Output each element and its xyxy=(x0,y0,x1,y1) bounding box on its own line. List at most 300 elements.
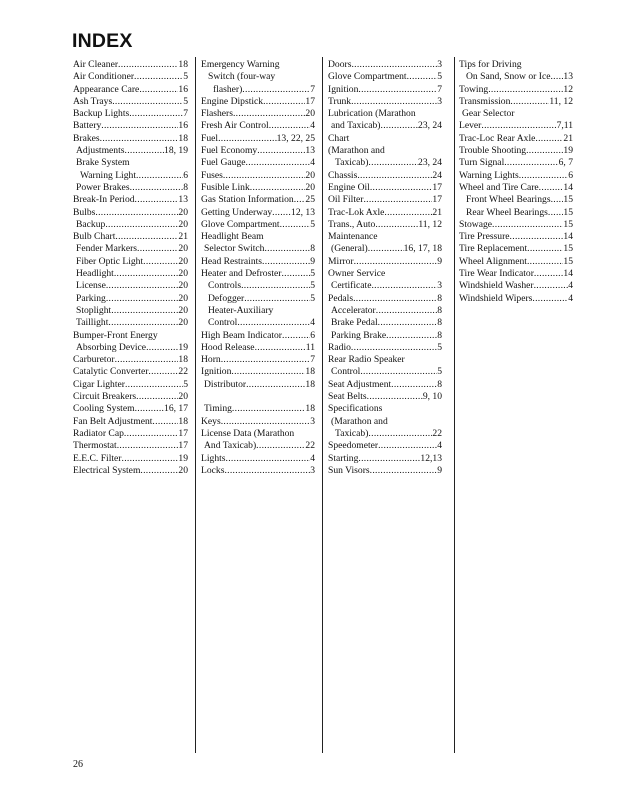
entry-label: Backup xyxy=(76,218,106,230)
dot-leader xyxy=(264,243,310,255)
entry-label: On Sand, Snow or Ice xyxy=(466,71,551,83)
entry-label: Glove Compartment xyxy=(201,218,280,230)
dot-leader xyxy=(100,133,179,145)
entry-label: Backup Lights xyxy=(73,108,130,120)
index-entry xyxy=(73,182,188,194)
index-entry xyxy=(73,84,188,96)
index-entry xyxy=(73,96,188,108)
dot-leader xyxy=(244,293,310,305)
dot-leader xyxy=(246,379,305,391)
entry-page: 11 xyxy=(305,341,315,353)
dot-leader xyxy=(519,170,568,182)
index-entry xyxy=(201,453,315,465)
entry-page: 8 xyxy=(183,181,188,193)
entry-label: Tire Pressure xyxy=(459,231,510,243)
dot-leader xyxy=(108,317,178,329)
dot-leader xyxy=(353,293,437,305)
index-entry xyxy=(328,133,442,145)
index-entry xyxy=(201,293,315,305)
index-entry xyxy=(459,133,573,145)
entry-page: 3 xyxy=(437,280,442,292)
entry-page: 4 xyxy=(437,440,442,452)
entry-page: 4 xyxy=(568,280,573,292)
entry-page: 15 xyxy=(563,218,573,230)
entry-label: Lever xyxy=(459,120,482,132)
entry-page: 7 xyxy=(437,83,442,95)
index-entry xyxy=(73,453,188,465)
dot-leader xyxy=(539,182,564,194)
dot-leader xyxy=(262,256,310,268)
entry-page: 16 xyxy=(178,83,188,95)
dot-leader xyxy=(407,71,438,83)
index-entry xyxy=(328,330,442,342)
index-entry xyxy=(73,194,188,206)
entry-page: 4 xyxy=(310,157,315,169)
entry-label: Lights xyxy=(201,452,226,464)
index-entry xyxy=(73,403,188,415)
index-entry xyxy=(201,182,315,194)
index-entry xyxy=(459,71,573,83)
entry-label: Timing xyxy=(204,403,232,415)
entry-page: 17 xyxy=(305,95,315,107)
index-entry xyxy=(459,243,573,255)
entry-page: 3 xyxy=(437,95,442,107)
dot-leader xyxy=(550,71,563,83)
index-entry xyxy=(201,84,315,96)
entry-label: Bulbs xyxy=(73,206,96,218)
entry-label: Distributor xyxy=(204,378,247,390)
entry-label: Hood Release xyxy=(201,341,255,353)
entry-label: Accelerator xyxy=(331,304,376,316)
index-entry xyxy=(328,354,442,366)
entry-label: Towing xyxy=(459,83,489,95)
dot-leader xyxy=(378,317,438,329)
index-entry xyxy=(328,366,442,378)
entry-label: Break-In Period xyxy=(73,194,135,206)
entry-page: 7,11 xyxy=(556,120,573,132)
dot-leader xyxy=(378,440,437,452)
index-entry xyxy=(201,157,315,169)
entry-page: 14 xyxy=(563,268,573,280)
entry-page: 17 xyxy=(178,427,188,439)
entry-page: 15 xyxy=(563,255,573,267)
entry-page: 8 xyxy=(310,243,315,255)
entry-label: Circuit Breakers xyxy=(73,391,137,403)
dot-leader xyxy=(115,231,178,243)
dot-leader xyxy=(95,207,178,219)
entry-label: Maintenance xyxy=(328,231,378,243)
column-divider xyxy=(322,57,323,753)
index-entry xyxy=(328,120,442,132)
entry-label: Switch (four-way xyxy=(208,71,276,83)
entry-page: 20 xyxy=(178,292,188,304)
index-entry xyxy=(328,268,442,280)
dot-leader xyxy=(488,84,563,96)
dot-leader xyxy=(358,453,420,465)
entry-page: 5 xyxy=(437,366,442,378)
entry-page: 20 xyxy=(305,169,315,181)
dot-leader xyxy=(534,268,564,280)
entry-label: Parking xyxy=(76,292,106,304)
entry-label: (Marathon and xyxy=(331,415,388,427)
page-title: INDEX xyxy=(72,30,133,52)
dot-leader xyxy=(391,379,437,391)
index-entry xyxy=(328,428,442,440)
dot-leader xyxy=(360,366,437,378)
entry-page: 13 xyxy=(563,71,573,83)
entry-page: 9, 10 xyxy=(422,391,442,403)
entry-label: Tips for Driving xyxy=(459,59,522,70)
index-entry xyxy=(459,207,573,219)
index-entry xyxy=(201,231,315,243)
index-entry xyxy=(73,120,188,132)
dot-leader xyxy=(351,59,437,71)
entry-label: Trunk xyxy=(328,95,352,107)
dot-leader xyxy=(492,219,563,231)
index-entry xyxy=(201,416,315,428)
index-entry xyxy=(459,268,573,280)
entry-label: Fuel Economy xyxy=(201,145,258,157)
index-entry xyxy=(328,219,442,231)
entry-label: Ignition xyxy=(201,366,232,378)
entry-label: Sun Visors xyxy=(328,464,370,476)
dot-leader xyxy=(263,96,305,108)
entry-label: Fuel xyxy=(201,132,219,144)
entry-label: Cooling System xyxy=(73,403,135,415)
dot-leader xyxy=(280,219,311,231)
entry-label: Rear Radio Speaker xyxy=(328,354,405,366)
dot-leader xyxy=(504,157,558,169)
index-entry xyxy=(459,194,573,206)
entry-page: 22 xyxy=(178,366,188,378)
dot-leader xyxy=(118,59,178,71)
index-entry xyxy=(201,379,315,391)
entry-page: 16, 17 xyxy=(164,403,188,415)
dot-leader xyxy=(226,453,311,465)
entry-page: 15 xyxy=(563,194,573,206)
index-entry xyxy=(73,170,188,182)
entry-page: 8 xyxy=(437,317,442,329)
entry-label: Warning Lights xyxy=(459,169,519,181)
entry-label: Emergency Warning xyxy=(201,59,280,70)
dot-leader xyxy=(510,96,549,108)
entry-page: 18 xyxy=(305,403,315,415)
entry-label: Transmission xyxy=(459,95,511,107)
entry-label: Control xyxy=(208,317,238,329)
dot-leader xyxy=(548,207,564,219)
entry-page: 9 xyxy=(437,464,442,476)
entry-label: Headlight xyxy=(76,268,114,280)
entry-page: 18 xyxy=(178,415,188,427)
entry-page: 13, 22, 25 xyxy=(276,132,315,144)
dot-leader xyxy=(351,96,437,108)
dot-leader xyxy=(137,243,178,255)
index-entry xyxy=(328,207,442,219)
index-entry xyxy=(459,157,573,169)
entry-page: 22 xyxy=(432,427,442,439)
entry-label: Pedals xyxy=(328,292,354,304)
dot-leader xyxy=(231,366,305,378)
entry-page: 24 xyxy=(432,169,442,181)
entry-label: Trans., Auto xyxy=(328,218,376,230)
entry-page: 14 xyxy=(563,181,573,193)
entry-page: 5 xyxy=(310,280,315,292)
entry-label: Selector Switch xyxy=(204,243,265,255)
entry-page: 21 xyxy=(178,231,188,243)
entry-label: Fan Belt Adjustment xyxy=(73,415,153,427)
entry-page: 18 xyxy=(178,132,188,144)
index-entry xyxy=(328,305,442,317)
index-entry xyxy=(328,84,442,96)
dot-leader xyxy=(148,366,178,378)
entry-label: Getting Underway xyxy=(201,206,273,218)
dot-leader xyxy=(221,354,310,366)
dot-leader xyxy=(250,182,306,194)
index-entry xyxy=(201,96,315,108)
entry-page: 12, 13 xyxy=(291,206,315,218)
entry-label: Electrical System xyxy=(73,464,141,476)
entry-label: Control xyxy=(331,366,361,378)
index-entry xyxy=(328,293,442,305)
dot-leader xyxy=(527,256,563,268)
entry-page: 8 xyxy=(437,378,442,390)
entry-label: Locks xyxy=(201,464,225,476)
entry-label: Seat Adjustment xyxy=(328,378,392,390)
index-entry xyxy=(328,403,442,415)
index-entry xyxy=(73,317,188,329)
entry-label: Absorbing Device xyxy=(76,341,147,353)
dot-leader xyxy=(481,120,556,132)
dot-leader xyxy=(368,243,404,255)
index-entry xyxy=(73,305,188,317)
page-number: 26 xyxy=(73,759,83,770)
entry-page: 5 xyxy=(183,95,188,107)
entry-label: and Taxicab) xyxy=(331,120,381,132)
entry-label: License Data (Marathon xyxy=(201,427,295,439)
entry-label: Turn Signal xyxy=(459,157,505,169)
entry-label: Certificate xyxy=(331,280,372,292)
index-entry xyxy=(328,182,442,194)
entry-page: 4 xyxy=(310,317,315,329)
dot-leader xyxy=(136,391,178,403)
entry-page: 5 xyxy=(183,378,188,390)
entry-label: Catalytic Converter xyxy=(73,366,149,378)
index-entry xyxy=(459,219,573,231)
entry-label: Head Restraints xyxy=(201,255,263,267)
index-entry xyxy=(201,219,315,231)
entry-label: Headlight Beam xyxy=(201,231,264,243)
dot-leader xyxy=(242,84,310,96)
dot-leader xyxy=(246,157,311,169)
entry-label: Radiator Cap xyxy=(73,427,124,439)
entry-label: Glove Compartment xyxy=(328,71,407,83)
dot-leader xyxy=(256,440,305,452)
entry-label: Gear Selector xyxy=(462,108,515,120)
index-entry xyxy=(459,182,573,194)
index-entry xyxy=(73,256,188,268)
index-column-2 xyxy=(201,59,315,477)
index-entry xyxy=(201,243,315,255)
entry-label: Seat Belts xyxy=(328,391,367,403)
dot-leader xyxy=(146,342,178,354)
dot-leader xyxy=(130,182,184,194)
entry-label: Heater-Auxiliary xyxy=(208,304,274,316)
entry-page: 18 xyxy=(305,366,315,378)
index-entry xyxy=(328,96,442,108)
entry-page: 9 xyxy=(310,255,315,267)
entry-label: Wheel and Tire Care xyxy=(459,181,539,193)
entry-label: Radio xyxy=(328,341,351,353)
entry-page: 20 xyxy=(305,181,315,193)
column-divider xyxy=(195,57,196,753)
entry-page: 17 xyxy=(432,194,442,206)
index-entry xyxy=(73,231,188,243)
dot-leader xyxy=(351,342,437,354)
entry-label: Speedometer xyxy=(328,440,379,452)
index-entry xyxy=(459,293,573,305)
index-entry xyxy=(201,108,315,120)
entry-label: Trouble Shooting xyxy=(459,145,527,157)
index-entry xyxy=(328,108,442,120)
index-column-1 xyxy=(73,59,188,477)
entry-label: Bulb Chart xyxy=(73,231,116,243)
dot-leader xyxy=(367,391,423,403)
entry-label: flasher) xyxy=(213,83,243,95)
index-entry xyxy=(201,194,315,206)
dot-leader xyxy=(115,354,179,366)
entry-label: And Taxicab) xyxy=(204,440,257,452)
dot-leader xyxy=(122,453,179,465)
index-entry xyxy=(328,194,442,206)
entry-label: Power Brakes xyxy=(76,181,130,193)
dot-leader xyxy=(526,145,563,157)
entry-label: Fresh Air Control xyxy=(201,120,269,132)
entry-label: Fuses xyxy=(201,169,223,181)
dot-leader xyxy=(237,317,310,329)
dot-leader xyxy=(282,330,310,342)
dot-leader xyxy=(125,145,165,157)
index-entry xyxy=(73,219,188,231)
entry-label: E.E.C. Filter xyxy=(73,452,122,464)
index-entry xyxy=(73,391,188,403)
index-entry xyxy=(459,84,573,96)
index-entry xyxy=(201,256,315,268)
dot-leader xyxy=(129,108,183,120)
dot-leader xyxy=(386,330,437,342)
entry-label: Taxicab) xyxy=(335,157,369,169)
entry-label: Starting xyxy=(328,452,359,464)
entry-label: Bumper-Front Energy xyxy=(73,329,158,341)
entry-label: Trac-Lok Axle xyxy=(328,206,385,218)
entry-page: 5 xyxy=(310,218,315,230)
dot-leader xyxy=(269,120,311,132)
index-entry xyxy=(459,280,573,292)
index-entry xyxy=(73,145,188,157)
index-entry xyxy=(73,342,188,354)
entry-page: 7 xyxy=(183,108,188,120)
entry-page: 3 xyxy=(310,464,315,476)
entry-page: 19 xyxy=(563,145,573,157)
index-entry xyxy=(73,465,188,477)
index-entry xyxy=(73,108,188,120)
entry-label: Front Wheel Bearings xyxy=(466,194,551,206)
entry-label: Fiber Optic Light xyxy=(76,255,144,267)
entry-page: 12 xyxy=(563,83,573,95)
entry-label: Appearance Care xyxy=(73,83,140,95)
entry-label: Trac-Loc Rear Axle xyxy=(459,132,536,144)
dot-leader xyxy=(368,157,418,169)
index-entry xyxy=(201,428,315,440)
entry-page: 15 xyxy=(563,243,573,255)
entry-page: 11, 12 xyxy=(549,95,573,107)
entry-label: High Beam Indicator xyxy=(201,329,282,341)
entry-page: 18 xyxy=(178,354,188,366)
entry-label: Engine Oil xyxy=(328,181,370,193)
entry-label: Rear Wheel Bearings xyxy=(466,206,548,218)
index-entry xyxy=(201,354,315,366)
index-entry xyxy=(328,157,442,169)
dot-leader xyxy=(527,243,563,255)
dot-leader xyxy=(354,256,438,268)
entry-page: 22 xyxy=(305,440,315,452)
index-entry xyxy=(459,108,573,120)
entry-page: 20 xyxy=(178,280,188,292)
index-entry xyxy=(73,207,188,219)
dot-leader xyxy=(105,219,178,231)
index-entry xyxy=(73,366,188,378)
index-entry xyxy=(201,342,315,354)
dot-leader xyxy=(384,207,432,219)
entry-page: 4 xyxy=(310,452,315,464)
entry-page: 13 xyxy=(178,194,188,206)
index-entry xyxy=(201,440,315,452)
entry-page: 18 xyxy=(305,378,315,390)
entry-page: 19 xyxy=(178,341,188,353)
index-entry xyxy=(73,354,188,366)
dot-leader xyxy=(370,182,433,194)
index-entry xyxy=(201,207,315,219)
entry-label: Windshield Wipers xyxy=(459,292,533,304)
index-entry xyxy=(328,416,442,428)
entry-label: (General) xyxy=(331,243,368,255)
entry-label: Horn xyxy=(201,354,221,366)
dot-leader xyxy=(534,280,569,292)
dot-leader xyxy=(510,231,564,243)
index-entry xyxy=(201,317,315,329)
index-entry xyxy=(459,96,573,108)
entry-label: Stoplight xyxy=(76,304,112,316)
index-entry xyxy=(201,268,315,280)
index-entry xyxy=(459,256,573,268)
entry-label: Controls xyxy=(208,280,242,292)
entry-page: 8 xyxy=(437,304,442,316)
dot-leader xyxy=(135,194,179,206)
entry-page: 7 xyxy=(310,83,315,95)
entry-label: Tire Wear Indicator xyxy=(459,268,534,280)
entry-page: 21 xyxy=(432,206,442,218)
entry-page: 16 xyxy=(178,120,188,132)
dot-leader xyxy=(532,293,568,305)
entry-label: Adjustments xyxy=(76,145,125,157)
dot-leader xyxy=(136,170,183,182)
index-entry xyxy=(73,268,188,280)
index-entry xyxy=(201,170,315,182)
dot-leader xyxy=(114,268,179,280)
entry-label: Brakes xyxy=(73,132,100,144)
index-entry xyxy=(201,391,315,403)
entry-label: Thermostat xyxy=(73,440,117,452)
index-entry xyxy=(459,231,573,243)
